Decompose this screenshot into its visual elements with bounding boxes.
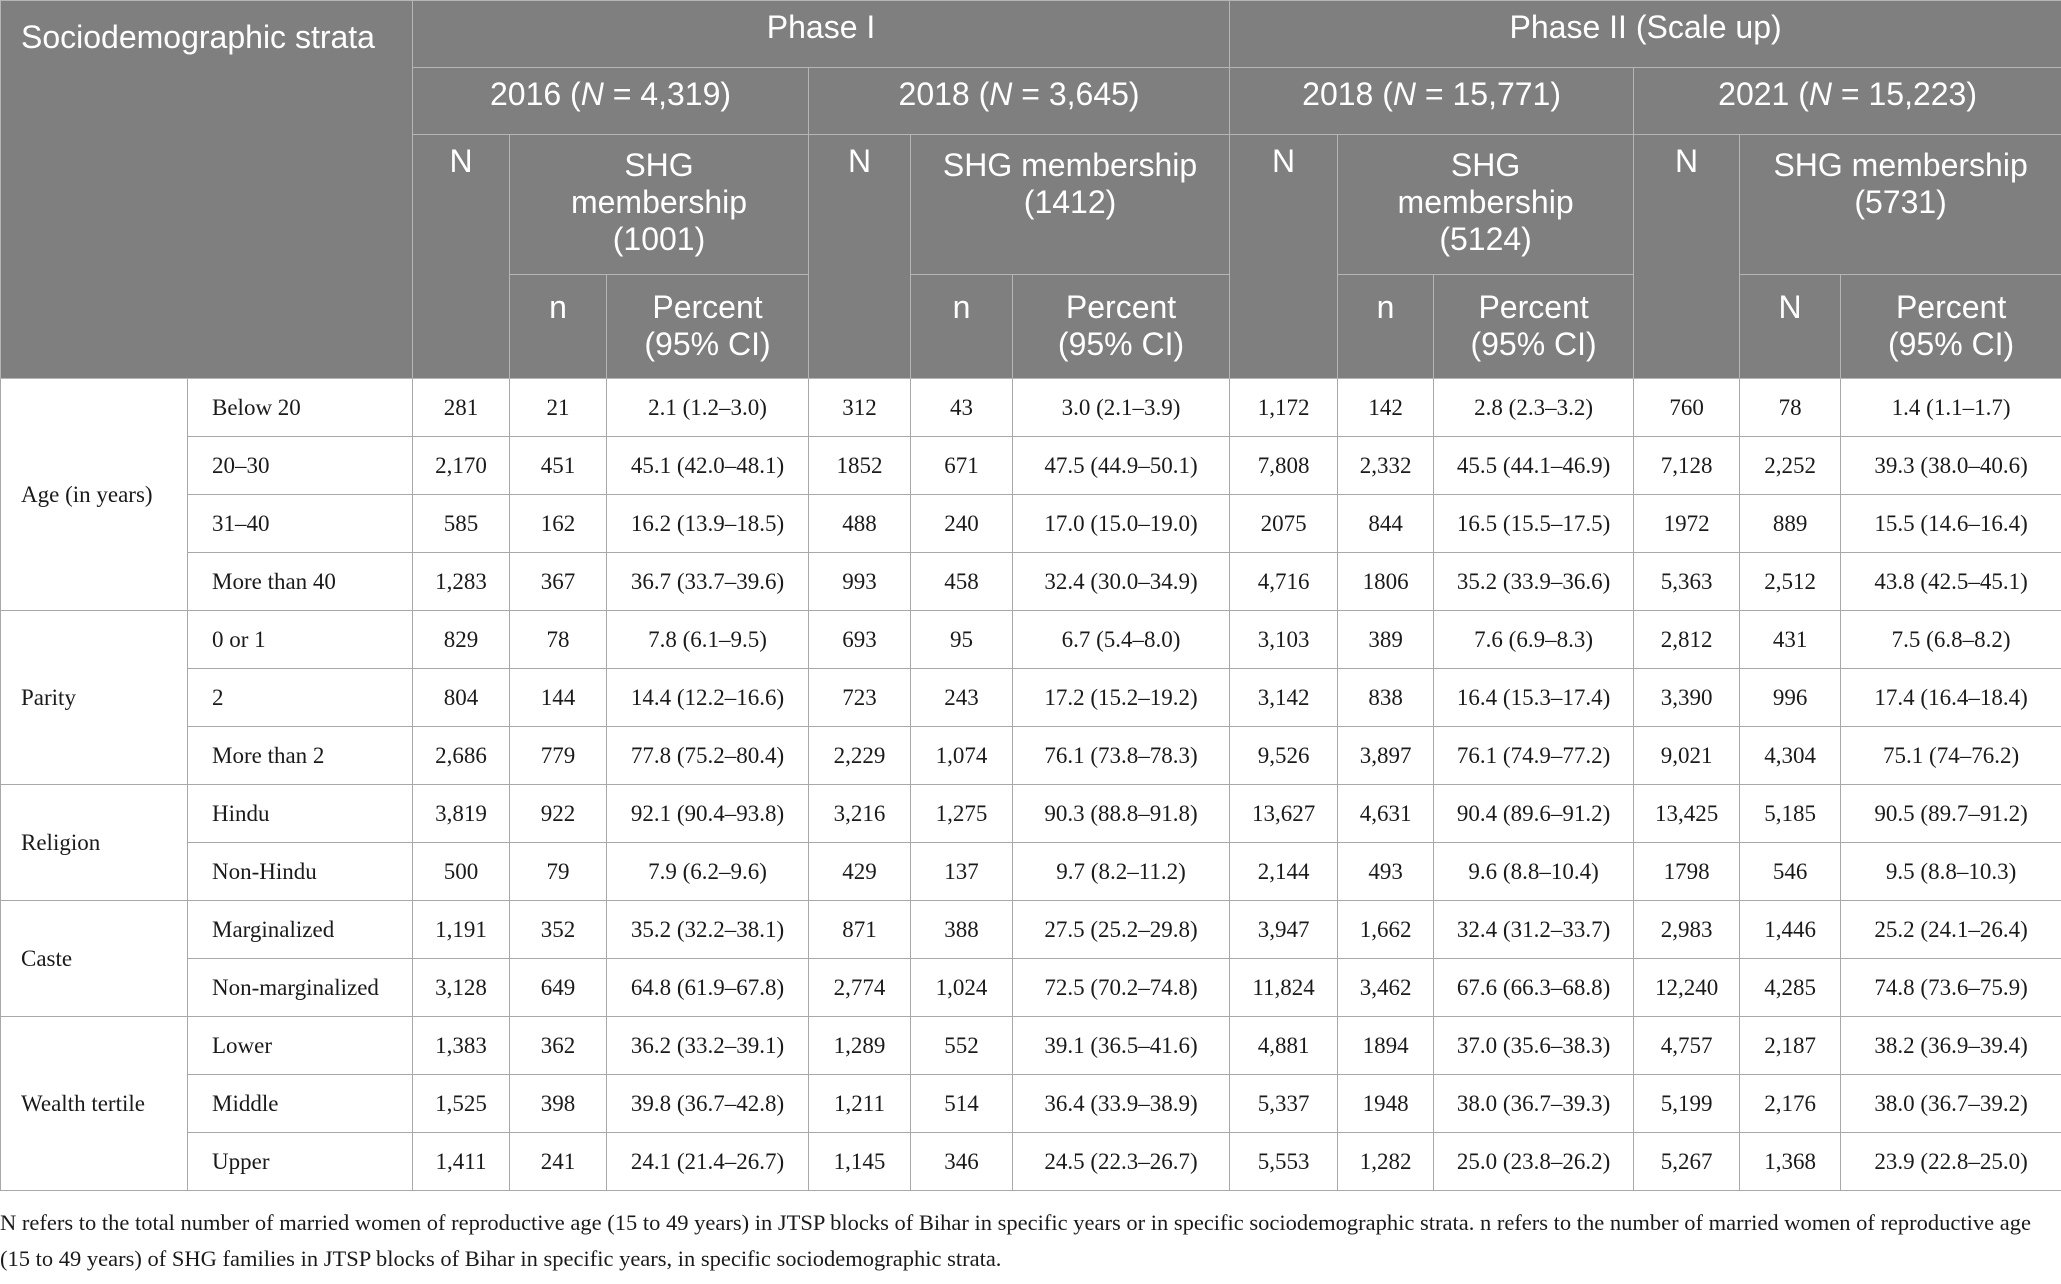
table-cell: 1,282 (1338, 1133, 1434, 1191)
table-cell: 39.1 (36.5–41.6) (1013, 1017, 1230, 1075)
table-cell: 993 (809, 553, 911, 611)
table-row (1, 553, 2061, 611)
table-cell: 1,662 (1338, 901, 1434, 959)
table-cell: 78 (1740, 379, 1841, 437)
year-header: 2018 (N = 3,645) (809, 68, 1230, 135)
table-cell: 35.2 (32.2–38.1) (607, 901, 809, 959)
table-cell: 15.5 (14.6–16.4) (1841, 495, 2061, 553)
year-header: 2016 (N = 4,319) (413, 68, 809, 135)
table-cell: 5,553 (1230, 1133, 1338, 1191)
table-cell: 142 (1338, 379, 1434, 437)
n-total-header: N (1230, 135, 1338, 379)
table-cell: 47.5 (44.9–50.1) (1013, 437, 1230, 495)
table-cell: 4,304 (1740, 727, 1841, 785)
table-cell: 2,170 (413, 437, 510, 495)
table-cell: 829 (413, 611, 510, 669)
table-cell: 45.5 (44.1–46.9) (1434, 437, 1634, 495)
table-cell: 1,383 (413, 1017, 510, 1075)
table-cell: 23.9 (22.8–25.0) (1841, 1133, 2061, 1191)
row-label: Non-marginalized (188, 959, 413, 1017)
table-cell: 346 (911, 1133, 1013, 1191)
table-cell: 7,808 (1230, 437, 1338, 495)
table-cell: 74.8 (73.6–75.9) (1841, 959, 2061, 1017)
table-cell: 4,285 (1740, 959, 1841, 1017)
percent-header: Percent (95% CI) (1841, 275, 2061, 379)
table-cell: 1972 (1634, 495, 1740, 553)
table-cell: 3,390 (1634, 669, 1740, 727)
year-header: 2021 (N = 15,223) (1634, 68, 2061, 135)
table-row (1, 437, 2061, 495)
table-row (1, 901, 2061, 959)
row-label: Lower (188, 1017, 413, 1075)
table-cell: 649 (510, 959, 607, 1017)
table-row (1, 495, 2061, 553)
table-cell: 9.6 (8.8–10.4) (1434, 843, 1634, 901)
table-cell: 144 (510, 669, 607, 727)
table-cell: 458 (911, 553, 1013, 611)
table-cell: 43 (911, 379, 1013, 437)
table-cell: 38.0 (36.7–39.3) (1434, 1075, 1634, 1133)
group-label: Wealth tertile (1, 1017, 188, 1191)
table-cell: 36.7 (33.7–39.6) (607, 553, 809, 611)
table-cell: 90.4 (89.6–91.2) (1434, 785, 1634, 843)
table-cell: 546 (1740, 843, 1841, 901)
group-label: Caste (1, 901, 188, 1017)
table-cell: 429 (809, 843, 911, 901)
table-cell: 2,686 (413, 727, 510, 785)
table-cell: 27.5 (25.2–29.8) (1013, 901, 1230, 959)
table-cell: 3,142 (1230, 669, 1338, 727)
table-cell: 9.5 (8.8–10.3) (1841, 843, 2061, 901)
table-cell: 844 (1338, 495, 1434, 553)
table-cell: 7.5 (6.8–8.2) (1841, 611, 2061, 669)
table-cell: 5,363 (1634, 553, 1740, 611)
table-cell: 6.7 (5.4–8.0) (1013, 611, 1230, 669)
table-cell: 90.3 (88.8–91.8) (1013, 785, 1230, 843)
row-label: 20–30 (188, 437, 413, 495)
table-cell: 43.8 (42.5–45.1) (1841, 553, 2061, 611)
table-cell: 389 (1338, 611, 1434, 669)
row-label: Hindu (188, 785, 413, 843)
row-label: 0 or 1 (188, 611, 413, 669)
table-cell: 1,446 (1740, 901, 1841, 959)
row-label: More than 2 (188, 727, 413, 785)
table-cell: 1,172 (1230, 379, 1338, 437)
table-cell: 1948 (1338, 1075, 1434, 1133)
group-label: Religion (1, 785, 188, 901)
table-cell: 7.9 (6.2–9.6) (607, 843, 809, 901)
table-cell: 367 (510, 553, 607, 611)
table-cell: 1,024 (911, 959, 1013, 1017)
table-cell: 90.5 (89.7–91.2) (1841, 785, 2061, 843)
table-cell: 4,716 (1230, 553, 1338, 611)
table-cell: 9,021 (1634, 727, 1740, 785)
table-cell: 1,074 (911, 727, 1013, 785)
table-cell: 281 (413, 379, 510, 437)
table-cell: 2,512 (1740, 553, 1841, 611)
table-cell: 922 (510, 785, 607, 843)
table-cell: 5,185 (1740, 785, 1841, 843)
table-cell: 16.2 (13.9–18.5) (607, 495, 809, 553)
table-cell: 1852 (809, 437, 911, 495)
table-cell: 838 (1338, 669, 1434, 727)
table-cell: 493 (1338, 843, 1434, 901)
table-cell: 7.6 (6.9–8.3) (1434, 611, 1634, 669)
table-cell: 2,252 (1740, 437, 1841, 495)
table-cell: 9,526 (1230, 727, 1338, 785)
table-cell: 76.1 (74.9–77.2) (1434, 727, 1634, 785)
table-cell: 241 (510, 1133, 607, 1191)
table-cell: 67.6 (66.3–68.8) (1434, 959, 1634, 1017)
table-cell: 39.8 (36.7–42.8) (607, 1075, 809, 1133)
row-label: 2 (188, 669, 413, 727)
table-cell: 514 (911, 1075, 1013, 1133)
table-cell: 240 (911, 495, 1013, 553)
table-cell: 723 (809, 669, 911, 727)
row-label: Below 20 (188, 379, 413, 437)
table-cell: 2.8 (2.3–3.2) (1434, 379, 1634, 437)
table-cell: 431 (1740, 611, 1841, 669)
table-header (1, 1, 2061, 379)
table-cell: 76.1 (73.8–78.3) (1013, 727, 1230, 785)
table-cell: 16.5 (15.5–17.5) (1434, 495, 1634, 553)
shg-membership-header: SHG membership (5124) (1338, 135, 1634, 275)
table-cell: 1,289 (809, 1017, 911, 1075)
table-cell: 996 (1740, 669, 1841, 727)
table-cell: 779 (510, 727, 607, 785)
table-cell: 38.2 (36.9–39.4) (1841, 1017, 2061, 1075)
table-cell: 1,411 (413, 1133, 510, 1191)
table-row (1, 1075, 2061, 1133)
n-sub-header: N (1740, 275, 1841, 379)
table-cell: 3,103 (1230, 611, 1338, 669)
phase-1-header: Phase I (413, 1, 1230, 68)
table-cell: 1,368 (1740, 1133, 1841, 1191)
year-header: 2018 (N = 15,771) (1230, 68, 1634, 135)
table-row (1, 611, 2061, 669)
table-cell: 804 (413, 669, 510, 727)
table-cell: 7,128 (1634, 437, 1740, 495)
table-cell: 7.8 (6.1–9.5) (607, 611, 809, 669)
table-cell: 2,176 (1740, 1075, 1841, 1133)
table-cell: 36.2 (33.2–39.1) (607, 1017, 809, 1075)
table-cell: 1,525 (413, 1075, 510, 1133)
table-cell: 3,947 (1230, 901, 1338, 959)
table-cell: 1798 (1634, 843, 1740, 901)
table-cell: 4,881 (1230, 1017, 1338, 1075)
row-label: More than 40 (188, 553, 413, 611)
table-row (1, 669, 2061, 727)
row-label: Middle (188, 1075, 413, 1133)
table-cell: 17.0 (15.0–19.0) (1013, 495, 1230, 553)
group-label: Age (in years) (1, 379, 188, 611)
table-cell: 92.1 (90.4–93.8) (607, 785, 809, 843)
table-cell: 45.1 (42.0–48.1) (607, 437, 809, 495)
shg-membership-header: SHG membership (1412) (911, 135, 1230, 275)
table-body (1, 379, 2061, 1191)
percent-header: Percent (95% CI) (1013, 275, 1230, 379)
table-cell: 488 (809, 495, 911, 553)
n-total-header: N (809, 135, 911, 379)
table-cell: 585 (413, 495, 510, 553)
phase-2-header: Phase II (Scale up) (1230, 1, 2061, 68)
percent-header: Percent (95% CI) (607, 275, 809, 379)
table-cell: 21 (510, 379, 607, 437)
table-cell: 3,897 (1338, 727, 1434, 785)
table-cell: 137 (911, 843, 1013, 901)
table-cell: 77.8 (75.2–80.4) (607, 727, 809, 785)
table-row (1, 379, 2061, 437)
table-cell: 398 (510, 1075, 607, 1133)
table-cell: 1806 (1338, 553, 1434, 611)
table-cell: 3.0 (2.1–3.9) (1013, 379, 1230, 437)
table-cell: 13,425 (1634, 785, 1740, 843)
table-cell: 2,229 (809, 727, 911, 785)
row-label: Upper (188, 1133, 413, 1191)
table-cell: 500 (413, 843, 510, 901)
n-total-header: N (1634, 135, 1740, 379)
table-cell: 12,240 (1634, 959, 1740, 1017)
table-cell: 451 (510, 437, 607, 495)
n-sub-header: n (510, 275, 607, 379)
table-cell: 9.7 (8.2–11.2) (1013, 843, 1230, 901)
table-row (1, 1017, 2061, 1075)
table-cell: 39.3 (38.0–40.6) (1841, 437, 2061, 495)
table-cell: 362 (510, 1017, 607, 1075)
table-row (1, 727, 2061, 785)
table-cell: 79 (510, 843, 607, 901)
table-cell: 64.8 (61.9–67.8) (607, 959, 809, 1017)
table-cell: 5,199 (1634, 1075, 1740, 1133)
table-cell: 671 (911, 437, 1013, 495)
table-cell: 17.2 (15.2–19.2) (1013, 669, 1230, 727)
n-sub-header: n (911, 275, 1013, 379)
table-cell: 871 (809, 901, 911, 959)
row-label: 31–40 (188, 495, 413, 553)
row-label: Non-Hindu (188, 843, 413, 901)
table-cell: 14.4 (12.2–16.6) (607, 669, 809, 727)
table-cell: 75.1 (74–76.2) (1841, 727, 2061, 785)
table-cell: 2,144 (1230, 843, 1338, 901)
table-cell: 1.4 (1.1–1.7) (1841, 379, 2061, 437)
table-cell: 37.0 (35.6–38.3) (1434, 1017, 1634, 1075)
table-cell: 889 (1740, 495, 1841, 553)
table-cell: 3,462 (1338, 959, 1434, 1017)
table-cell: 760 (1634, 379, 1740, 437)
table-cell: 25.0 (23.8–26.2) (1434, 1133, 1634, 1191)
table-row (1, 843, 2061, 901)
table-cell: 2,774 (809, 959, 911, 1017)
table-cell: 3,216 (809, 785, 911, 843)
table-cell: 312 (809, 379, 911, 437)
table-cell: 35.2 (33.9–36.6) (1434, 553, 1634, 611)
group-label: Parity (1, 611, 188, 785)
table-cell: 4,757 (1634, 1017, 1740, 1075)
table-cell: 388 (911, 901, 1013, 959)
table-cell: 1,275 (911, 785, 1013, 843)
row-label: Marginalized (188, 901, 413, 959)
table-cell: 4,631 (1338, 785, 1434, 843)
table-cell: 1,145 (809, 1133, 911, 1191)
table-cell: 95 (911, 611, 1013, 669)
table-cell: 1,211 (809, 1075, 911, 1133)
table-cell: 36.4 (33.9–38.9) (1013, 1075, 1230, 1133)
table-cell: 3,128 (413, 959, 510, 1017)
table-cell: 17.4 (16.4–18.4) (1841, 669, 2061, 727)
table-cell: 2,812 (1634, 611, 1740, 669)
table-cell: 2,332 (1338, 437, 1434, 495)
table-cell: 72.5 (70.2–74.8) (1013, 959, 1230, 1017)
table-cell: 2075 (1230, 495, 1338, 553)
table-cell: 243 (911, 669, 1013, 727)
table-cell: 352 (510, 901, 607, 959)
strata-header: Sociodemographic strata (1, 1, 413, 379)
n-total-header: N (413, 135, 510, 379)
table-row (1, 959, 2061, 1017)
table-cell: 2,187 (1740, 1017, 1841, 1075)
table-cell: 32.4 (31.2–33.7) (1434, 901, 1634, 959)
table-row (1, 1133, 2061, 1191)
table-cell: 3,819 (413, 785, 510, 843)
table-cell: 13,627 (1230, 785, 1338, 843)
table-cell: 38.0 (36.7–39.2) (1841, 1075, 2061, 1133)
table-cell: 16.4 (15.3–17.4) (1434, 669, 1634, 727)
table-cell: 24.5 (22.3–26.7) (1013, 1133, 1230, 1191)
table-cell: 32.4 (30.0–34.9) (1013, 553, 1230, 611)
shg-membership-header: SHG membership (1001) (510, 135, 809, 275)
shg-membership-header: SHG membership (5731) (1740, 135, 2061, 275)
table-cell: 693 (809, 611, 911, 669)
table-cell: 1,283 (413, 553, 510, 611)
table-cell: 5,267 (1634, 1133, 1740, 1191)
table-cell: 78 (510, 611, 607, 669)
n-sub-header: n (1338, 275, 1434, 379)
table-cell: 552 (911, 1017, 1013, 1075)
table-cell: 2.1 (1.2–3.0) (607, 379, 809, 437)
table-cell: 11,824 (1230, 959, 1338, 1017)
table-footnote: N refers to the total number of married women of reproductive age (15 to 49 years) in JTSP blocks of Bihar in specific years or in specific sociodemographic strata. n refers to the number of married women of reproductive age (15 to 49 years) of SHG families in JTSP blocks of Bihar in specific years, in specific sociodemographic strata. (0, 1210, 2031, 1271)
table-cell: 2,983 (1634, 901, 1740, 959)
table-cell: 24.1 (21.4–26.7) (607, 1133, 809, 1191)
table-cell: 1894 (1338, 1017, 1434, 1075)
table-cell: 1,191 (413, 901, 510, 959)
table-cell: 25.2 (24.1–26.4) (1841, 901, 2061, 959)
percent-header: Percent (95% CI) (1434, 275, 1634, 379)
table-row (1, 785, 2061, 843)
table-cell: 5,337 (1230, 1075, 1338, 1133)
table-cell: 162 (510, 495, 607, 553)
